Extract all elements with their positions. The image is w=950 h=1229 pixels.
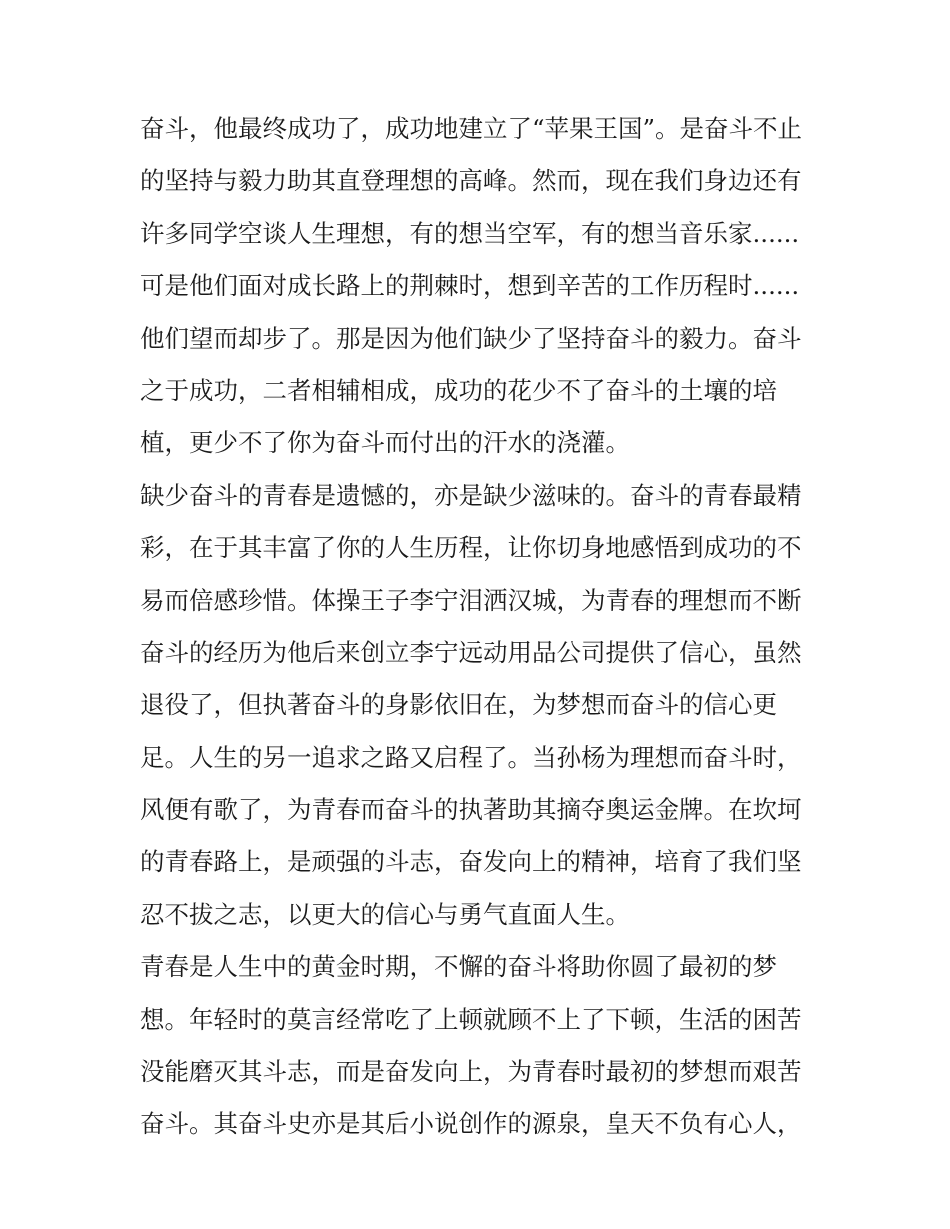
text-line: 缺少奋斗的青春是遗憾的，亦是缺少滋味的。奋斗的青春最精 bbox=[140, 480, 802, 510]
text-line: 植，更少不了你为奋斗而付出的汗水的浇灌。 bbox=[140, 428, 630, 458]
text-line: 他们望而却步了。那是因为他们缺少了坚持奋斗的毅力。奋斗 bbox=[140, 323, 802, 353]
text-line: 之于成功，二者相辅相成，成功的花少不了奋斗的土壤的培 bbox=[140, 375, 777, 405]
text-line: 的青春路上，是顽强的斗志，奋发向上的精神，培育了我们坚 bbox=[140, 847, 802, 877]
text-line: 风便有歌了，为青春而奋斗的执著助其摘夺奥运金牌。在坎坷 bbox=[140, 795, 802, 825]
text-line: 可是他们面对成长路上的荆棘时，想到辛苦的工作历程时...... bbox=[140, 271, 800, 301]
text-line: 许多同学空谈人生理想，有的想当空军，有的想当音乐家...... bbox=[140, 218, 800, 248]
text-line: 想。年轻时的莫言经常吃了上顿就顾不上了下顿，生活的困苦 bbox=[140, 1004, 802, 1034]
text-line: 足。人生的另一追求之路又启程了。当孙杨为理想而奋斗时， bbox=[140, 742, 802, 772]
text-line: 彩，在于其丰富了你的人生历程，让你切身地感悟到成功的不 bbox=[140, 533, 802, 563]
text-line: 青春是人生中的黄金时期，不懈的奋斗将助你圆了最初的梦 bbox=[140, 952, 777, 982]
text-line: 没能磨灭其斗志，而是奋发向上，为青春时最初的梦想而艰苦 bbox=[140, 1057, 802, 1087]
text-line: 奋斗。其奋斗史亦是其后小说创作的源泉，皇天不负有心人， bbox=[140, 1109, 802, 1139]
text-line: 退役了，但执著奋斗的身影依旧在，为梦想而奋斗的信心更 bbox=[140, 690, 777, 720]
text-line: 奋斗，他最终成功了，成功地建立了“苹果王国”。是奋斗不止 bbox=[140, 114, 803, 143]
body-text bbox=[140, 103, 820, 1151]
text-line: 奋斗的经历为他后来创立李宁远动用品公司提供了信心，虽然 bbox=[140, 637, 802, 667]
text-line: 易而倍感珍惜。体操王子李宁泪洒汉城，为青春的理想而不断 bbox=[140, 585, 802, 615]
text-line: 的坚持与毅力助其直登理想的高峰。然而，现在我们身边还有 bbox=[140, 166, 802, 196]
text-line: 忍不拔之志，以更大的信心与勇气直面人生。 bbox=[140, 899, 630, 929]
